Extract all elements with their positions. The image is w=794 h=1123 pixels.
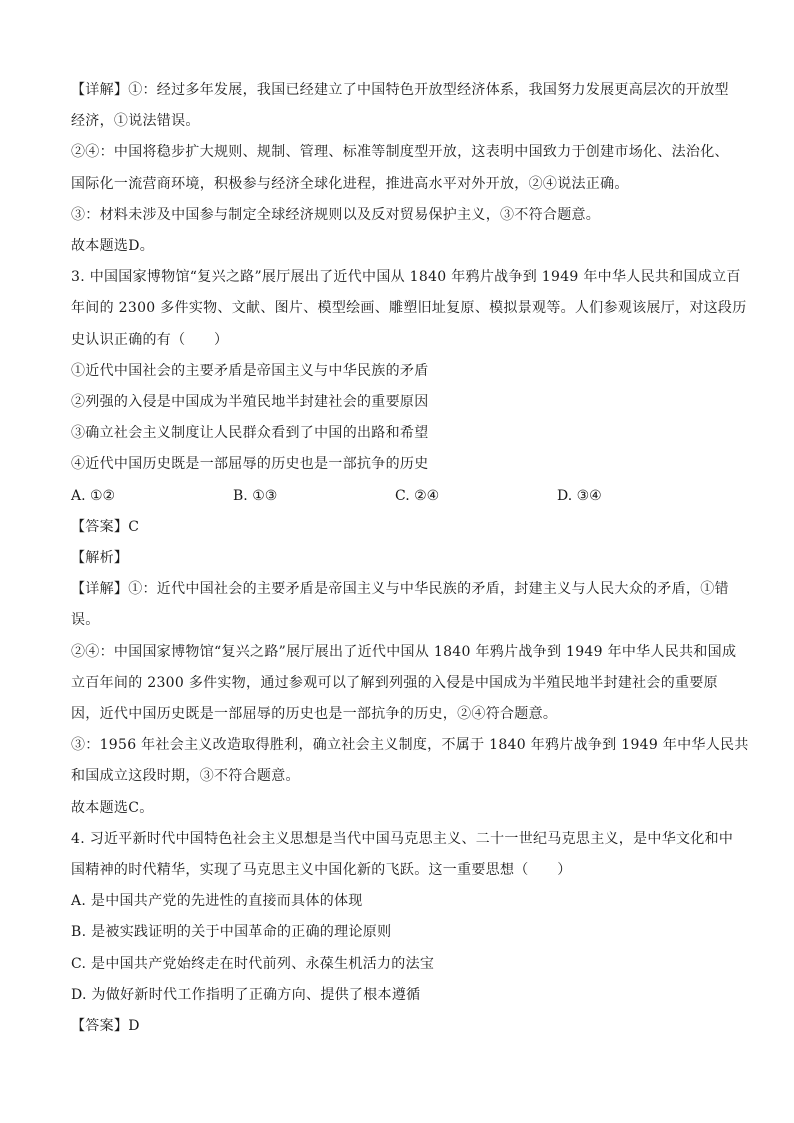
text-line: ②列强的入侵是中国成为半殖民地半封建社会的重要原因 — [71, 394, 429, 411]
text-line: 国际化一流营商环境，积极参与经济全球化进程，推进高水平对外开放，②④说法正确。 — [71, 175, 629, 192]
text-line: ③：1956 年社会主义改造取得胜利，确立社会主义制度，不属于 1840 年鸦片战争到 1949 年中华人民共 — [71, 737, 749, 754]
text-line: 因，近代中国历史既是一部屈辱的历史也是一部抗争的历史，②④符合题意。 — [71, 706, 558, 723]
text-line: ③：材料未涉及中国参与制定全球经济规则以及反对贸易保护主义，③不符合题意。 — [71, 206, 601, 223]
text-line: 【详解】①：近代中国社会的主要矛盾是帝国主义与中华民族的矛盾，封建主义与人民大众的矛盾，①错 — [71, 581, 729, 598]
text-line: 年间的 2300 多件实物、文献、图片、模型绘画、雕塑旧址复原、模拟景观等。人们参观该展厅，对这段历 — [71, 300, 747, 317]
text-line: 史认识正确的有（ ） — [71, 331, 229, 348]
text-line: 误。 — [71, 612, 100, 629]
text-line: A. 是中国共产党的先进性的直接而具体的体现 — [71, 893, 363, 910]
text-line: 故本题选C。 — [71, 799, 154, 816]
text-line: ④近代中国历史既是一部屈辱的历史也是一部抗争的历史 — [71, 456, 429, 473]
text-line: D. 为做好新时代工作指明了正确方向、提供了根本遵循 — [71, 986, 421, 1003]
text-block-bottom — [71, 512, 749, 1042]
text-line: ①近代中国社会的主要矛盾是帝国主义与中华民族的矛盾 — [71, 362, 429, 379]
text-line: B. 是被实践证明的关于中国革命的正确的理论原则 — [71, 924, 392, 941]
text-line: ②④：中国将稳步扩大规则、规制、管理、标准等制度型开放，这表明中国致力于创建市场化、法治化、 — [71, 144, 729, 161]
text-line: 4. 习近平新时代中国特色社会主义思想是当代中国马克思主义、二十一世纪马克思主义，是中华文化和中 — [71, 830, 734, 847]
question-3-options — [71, 481, 734, 512]
text-line: 经济，①说法错误。 — [71, 113, 200, 130]
text-line: 【详解】①：经过多年发展，我国已经建立了中国特色开放型经济体系，我国努力发展更高层次的开放型 — [71, 82, 729, 98]
option-b: B. ①③ — [233, 487, 278, 504]
text-line: 【答案】C — [71, 518, 140, 535]
text-line: 【解析】 — [71, 550, 129, 567]
option-d: D. ③④ — [557, 487, 602, 504]
text-line: 故本题选D。 — [71, 238, 155, 255]
text-line: 国精神的时代精华，实现了马克思主义中国化新的飞跃。这一重要思想（ ） — [71, 862, 572, 879]
text-line: 3. 中国国家博物馆“复兴之路”展厅展出了近代中国从 1840 年鸦片战争到 1949 年中华人民共和国成立百 — [71, 269, 741, 286]
text-line: C. 是中国共产党始终走在时代前列、永葆生机活力的法宝 — [71, 955, 435, 972]
option-a: A. ①② — [71, 487, 116, 504]
text-line: 立百年间的 2300 多件实物，通过参观可以了解到列强的入侵是中国成为半殖民地半封建社会的重要原 — [71, 674, 718, 691]
text-line: 和国成立这段时期，③不符合题意。 — [71, 768, 300, 785]
option-c: C. ②④ — [395, 487, 440, 504]
text-line: 【答案】D — [71, 1018, 140, 1035]
text-line: ③确立社会主义制度让人民群众看到了中国的出路和希望 — [71, 425, 429, 442]
text-block-top — [71, 75, 747, 481]
text-line: ②④：中国国家博物馆“复兴之路”展厅展出了近代中国从 1840 年鸦片战争到 1949 年中华人民共和国成 — [71, 643, 737, 660]
